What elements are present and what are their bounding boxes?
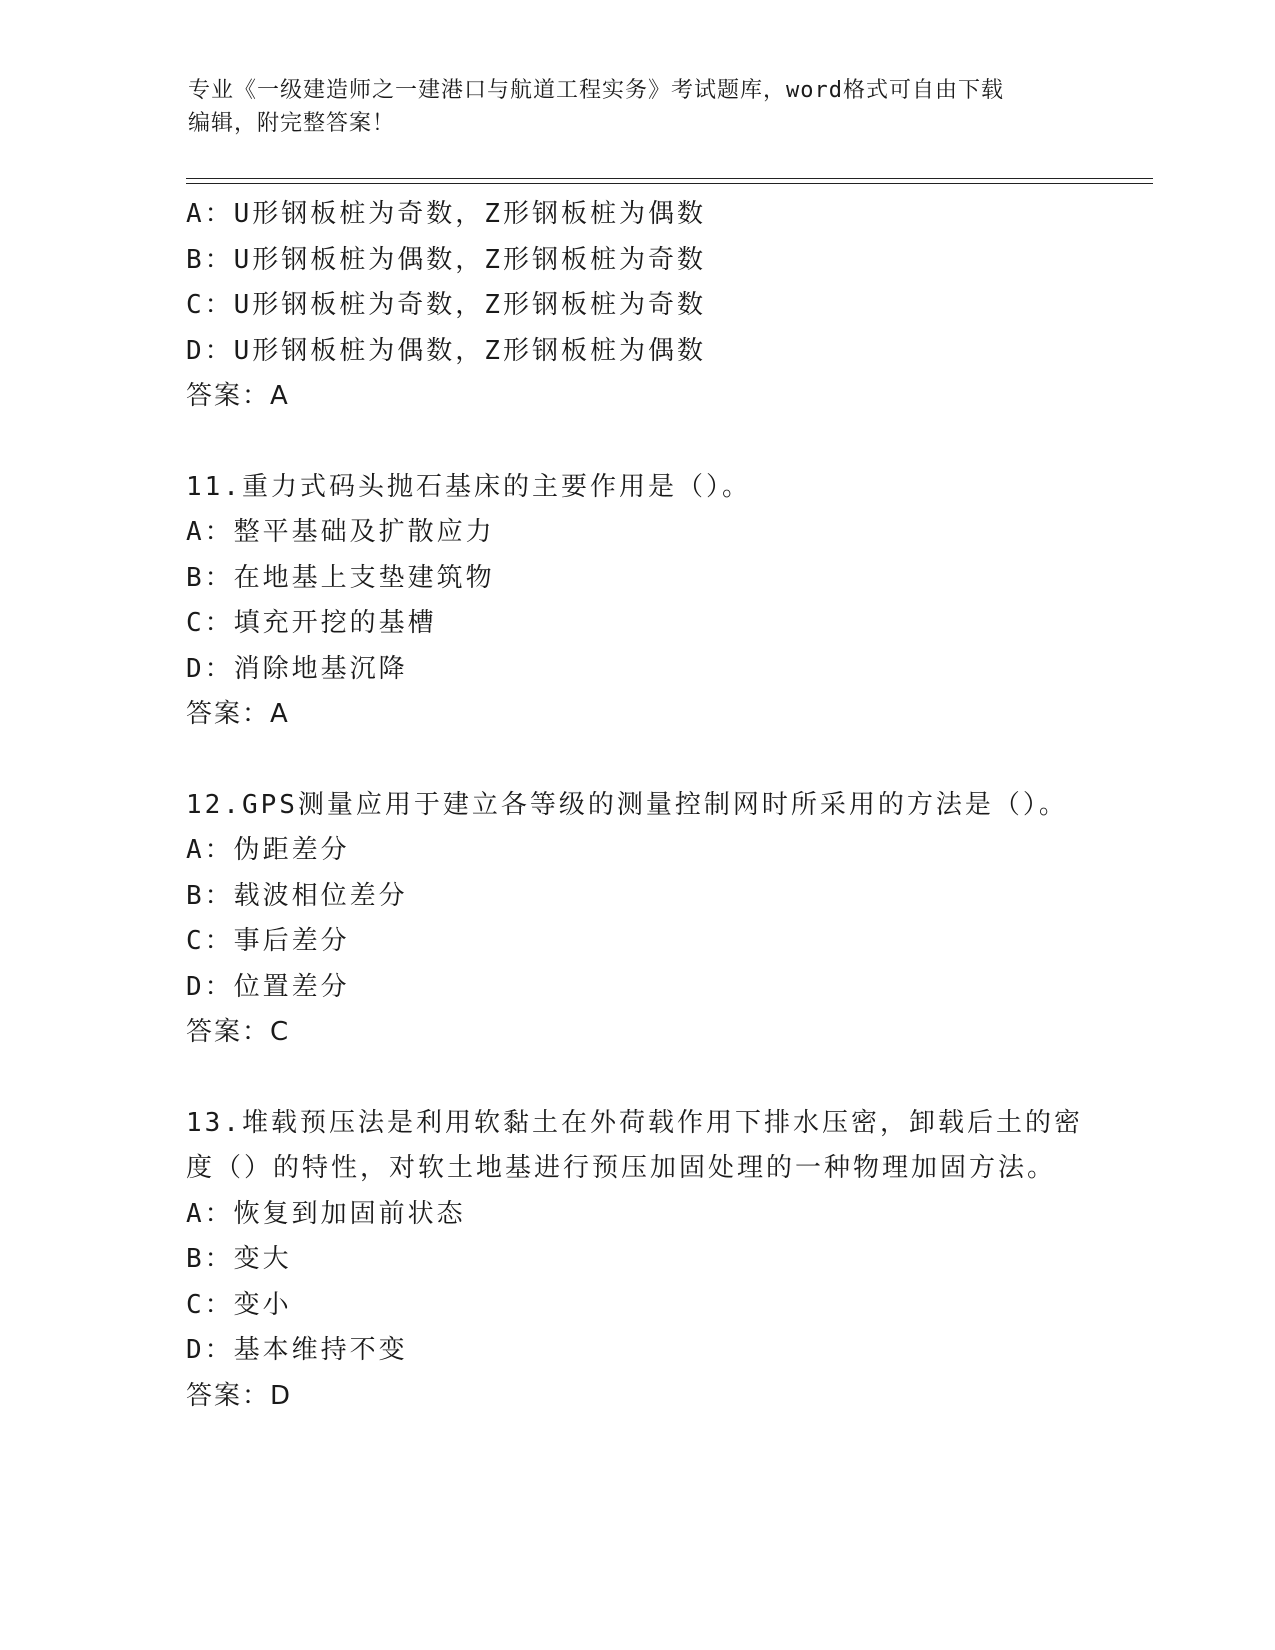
option-d: D：消除地基沉降 [186,653,408,684]
option-a: A：恢复到加固前状态 [186,1198,466,1229]
question-stem-line-2: 度（）的特性，对软土地基进行预压加固处理的一种物理加固方法。 [186,1153,1057,1183]
option-a: A：U形钢板桩为奇数，Z形钢板桩为偶数 [186,199,706,229]
header-title-line-2: 编辑，附完整答案！ [188,111,396,136]
answer: 答案：D [186,1380,293,1411]
option-c: C：事后差分 [186,926,350,956]
header-title-line-1: 专业《一级建造师之一建港口与航道工程实务》考试题库，word格式可自由下载 [188,78,1004,103]
option-a: A：伪距差分 [186,835,350,865]
question-stem: 11.重力式码头抛石基床的主要作用是（）。 [186,471,751,502]
option-b: B：U形钢板桩为偶数，Z形钢板桩为奇数 [186,244,706,275]
option-c: C：U形钢板桩为奇数，Z形钢板桩为奇数 [186,290,706,320]
answer: 答案：A [186,699,290,729]
option-b: B：在地基上支垫建筑物 [186,562,495,593]
option-a: A：整平基础及扩散应力 [186,517,495,547]
answer: 答案：C [186,1017,291,1047]
question-10 [186,192,1086,420]
question-stem: 12.GPS测量应用于建立各等级的测量控制网时所采用的方法是（）。 [186,789,1068,820]
question-12 [186,783,1086,1056]
option-c: C：变小 [186,1289,292,1320]
option-d: D：位置差分 [186,971,350,1002]
answer: 答案：A [186,381,290,411]
question-13 [186,1101,1086,1420]
question-list [186,192,1086,1419]
header-divider-bottom [186,183,1153,184]
document-header [188,74,1088,140]
header-divider-top [186,178,1153,179]
option-d: D：U形钢板桩为偶数，Z形钢板桩为偶数 [186,335,706,366]
spacer [186,420,1086,465]
spacer [186,1056,1086,1101]
spacer [186,738,1086,783]
question-11 [186,465,1086,738]
option-d: D：基本维持不变 [186,1335,408,1365]
question-stem-line-1: 13.堆载预压法是利用软黏土在外荷载作用下排水压密，卸载后土的密 [186,1107,1083,1138]
option-b: B：变大 [186,1244,292,1274]
option-b: B：载波相位差分 [186,880,408,911]
option-c: C：填充开挖的基槽 [186,608,437,638]
